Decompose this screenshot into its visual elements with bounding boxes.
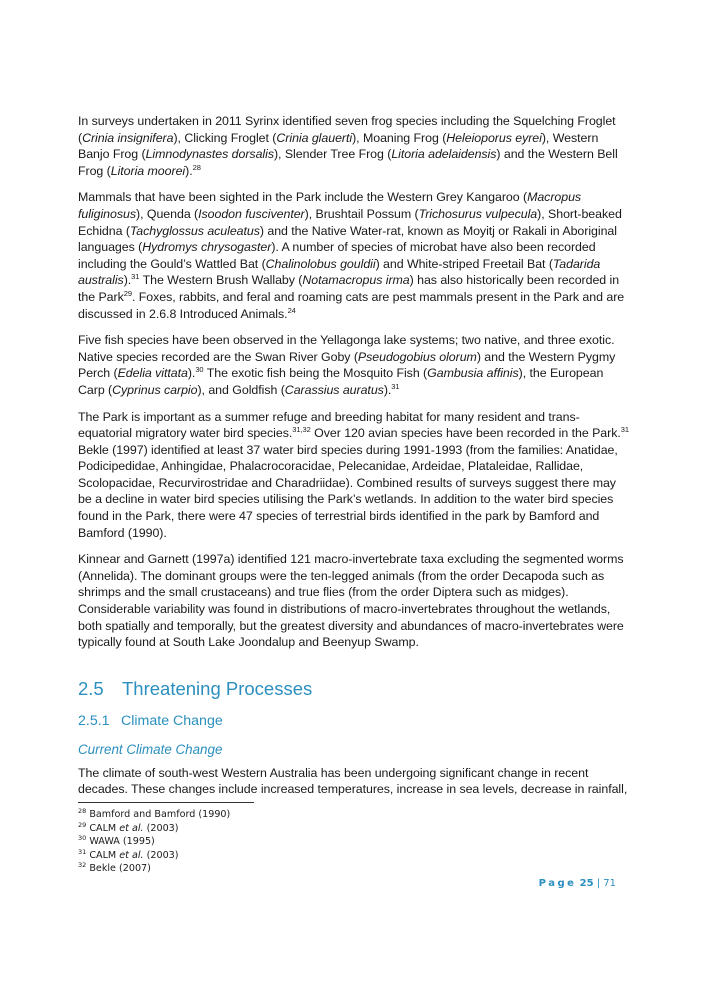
text-run: ) and the Western Bell Frog (	[78, 147, 618, 178]
text-run: ).	[383, 382, 392, 397]
text-run: Five fish species have been observed in the Yellagonga lake systems; two native, and three exotic. Native species recorded are the Swan River Goby (	[78, 333, 615, 364]
italic-text: Limnodynastes dorsalis	[145, 147, 274, 162]
footnote-28	[78, 808, 478, 822]
footnote-31	[78, 849, 478, 863]
text-run: ).	[123, 273, 132, 288]
subsection-title: Climate Change	[121, 712, 223, 729]
text-run: (2003)	[143, 849, 179, 861]
text-run: The Park is important as a summer refuge and breeding habitat for many resident and trans-equatorial migratory water bird species.	[78, 409, 580, 441]
text-run: ) and the Western Pygmy Perch (	[78, 349, 616, 381]
text-run: ) and the Native Water-rat, known as Moyitj or Rakali in Aboriginal languages (	[78, 223, 617, 255]
text-run: CALM	[86, 822, 120, 834]
text-run: ), Short-beaked Echidna (	[78, 206, 622, 238]
footnote-number: 30	[78, 834, 87, 843]
subsection-number: 2.5.1	[78, 712, 110, 729]
section-title: Threatening Processes	[122, 677, 313, 699]
footnote-text	[86, 863, 151, 874]
subsection-heading	[78, 711, 630, 731]
footnote-text	[86, 823, 178, 834]
text-run: CALM	[86, 849, 120, 861]
paragraph-fish	[78, 332, 630, 398]
paragraph-mammals	[78, 189, 630, 322]
text-run: Over 120 avian species have been recorded in the Park.	[310, 426, 621, 441]
text-run: The Western Brush Wallaby (	[139, 273, 303, 288]
text-run: ), Western Banjo Frog (	[78, 130, 599, 162]
page-number	[539, 878, 616, 889]
text-run: ), Moaning Frog (	[352, 130, 447, 145]
italic-text: Crinia insignifera	[82, 130, 174, 145]
italic-text: Trichosurus vulpecula	[418, 206, 538, 221]
italic-text: Litoria adelaidensis	[391, 147, 497, 162]
text-run: ).	[185, 163, 193, 178]
subheading-current-climate: Current Climate Change	[78, 741, 223, 757]
italic-text: Gambusia affinis	[427, 366, 519, 381]
italic-text: Isoodon fusciventer	[198, 206, 305, 221]
text-run: ), Brushtail Possum (	[304, 206, 419, 221]
footnote-text	[86, 850, 178, 861]
text-run: ), Slender Tree Frog (	[273, 147, 392, 162]
text-run: Bamford and Bamford (1990)	[86, 809, 231, 820]
text-run: ). A number of species of microbat have also been recorded including the Gould’s Wattled Bat (	[78, 240, 596, 271]
footnote-number: 28	[78, 807, 87, 815]
italic-text: Carassius auratus	[284, 382, 384, 397]
italic-text: Tadarida australis	[78, 256, 601, 288]
footnote-ref: 31	[391, 381, 400, 391]
text-run: The climate of south-west Western Australia has been undergoing significant change in recent decades. These changes include increased temperatures, increase in sea levels, decrease in rainfall,	[78, 765, 628, 797]
text-run: ), Quenda (	[136, 206, 199, 221]
footnote-number: 31	[78, 847, 87, 856]
footnote-ref: 24	[287, 305, 296, 315]
italic-text: Heleioporus eyrei	[446, 130, 542, 145]
page-current: 25	[579, 878, 594, 889]
italic-text: Cyprinus carpio	[112, 382, 198, 397]
text-run: The exotic fish being the Mosquito Fish (	[203, 366, 428, 381]
footnote-ref: 31	[131, 272, 140, 282]
footnote-number: 29	[78, 820, 87, 829]
footnote-32	[78, 862, 478, 876]
text-run: ), Clicking Froglet (	[173, 130, 277, 145]
text-run: Bekle (2007)	[86, 863, 151, 875]
paragraph-frogs	[78, 113, 630, 179]
text-run: ) and White-striped Freetail Bat (	[375, 256, 553, 271]
paragraph-invertebrates	[78, 551, 630, 651]
footnote-ref: 31,32	[292, 425, 311, 435]
italic-text: Edelia vittata	[117, 366, 188, 381]
italic-text: Notamacropus irma	[302, 273, 410, 288]
footnote-ref: 28	[192, 162, 201, 172]
footnote-ref: 31	[620, 425, 629, 435]
text-run: . Foxes, rabbits, and feral and roaming cats are pest mammals present in the Park and are discussed in 2.6.8 Introduced Animals.	[78, 289, 625, 321]
footnote-ref: 30	[195, 365, 204, 375]
page-label: Page	[538, 878, 577, 889]
text-run: In surveys undertaken in 2011 Syrinx identified seven frog species including the Squelching Froglet (	[78, 114, 616, 145]
section-number: 2.5	[78, 677, 104, 699]
italic-text: Litoria moorei	[110, 163, 186, 178]
italic-text: Hydromys chrysogaster	[142, 240, 272, 255]
text-run: (2003)	[143, 822, 179, 834]
italic-text: Tachyglossus aculeatus	[129, 223, 260, 238]
footnotes	[78, 808, 478, 876]
italic-text: Pseudogobius olorum	[357, 349, 477, 364]
text-run: ) has also historically been recorded in the Park	[78, 273, 620, 304]
paragraph-climate	[78, 765, 630, 798]
footnote-text	[86, 836, 155, 847]
footnote-29	[78, 822, 478, 836]
italic-text: et al.	[119, 822, 144, 834]
italic-text: Crinia glauerti	[276, 130, 353, 145]
text-run: ), and Goldfish (	[197, 382, 285, 397]
footnote-30	[78, 835, 478, 849]
text-run: ), the European Carp (	[78, 366, 604, 397]
text-run: Kinnear and Garnett (1997a) identified 121 macro-invertebrate taxa excluding the segmented worms (Annelida). The dominant groups were the ten-legged animals (from the order Decapoda such as shrimps and the small crustaceans) and true flies (from the order Diptera such as midges). Considerable variability was found in distributions of macro-invertebrates throughout the wetlands, both spatially and temporally, but the greatest diversity and abundances of macro-invertebrates were typically found at South Lake Joondalup and Beenyup Swamp.	[78, 552, 624, 650]
page-content	[78, 113, 630, 808]
text-run: Mammals that have been sighted in the Park include the Western Grey Kangaroo (	[78, 190, 528, 205]
footnote-number: 32	[78, 861, 87, 870]
italic-text: Chalinolobus gouldii	[265, 256, 376, 271]
text-run: Bekle (1997) identified at least 37 water bird species during 1991-1993 (from the families: Anatidae, Podicipedidae, Anhingidae, Phalacrocoracidae, Pelecanidae, Ardeidae, Plataleidae, Rallidae, Scolopacidae, Recurvirostridae and Charadriidae). Combined results of surveys suggest there may be a decline in water bird species utilising the Park’s wetlands. In addition to the water bird species found in the Park, there were 47 species of terrestrial birds identified in the park by Bamford and Bamford (1990).	[78, 442, 618, 540]
page-total: 71	[603, 878, 616, 889]
footnote-divider	[78, 802, 254, 803]
section-heading	[78, 677, 630, 701]
italic-text: et al.	[119, 849, 144, 861]
text-run: ).	[187, 366, 196, 381]
footnote-text	[86, 809, 230, 820]
page-separator: |	[593, 878, 604, 889]
italic-text: Macropus fuliginosus	[78, 190, 582, 221]
text-run: WAWA (1995)	[86, 836, 155, 848]
footnote-ref: 29	[123, 288, 132, 298]
paragraph-birds	[78, 409, 630, 542]
